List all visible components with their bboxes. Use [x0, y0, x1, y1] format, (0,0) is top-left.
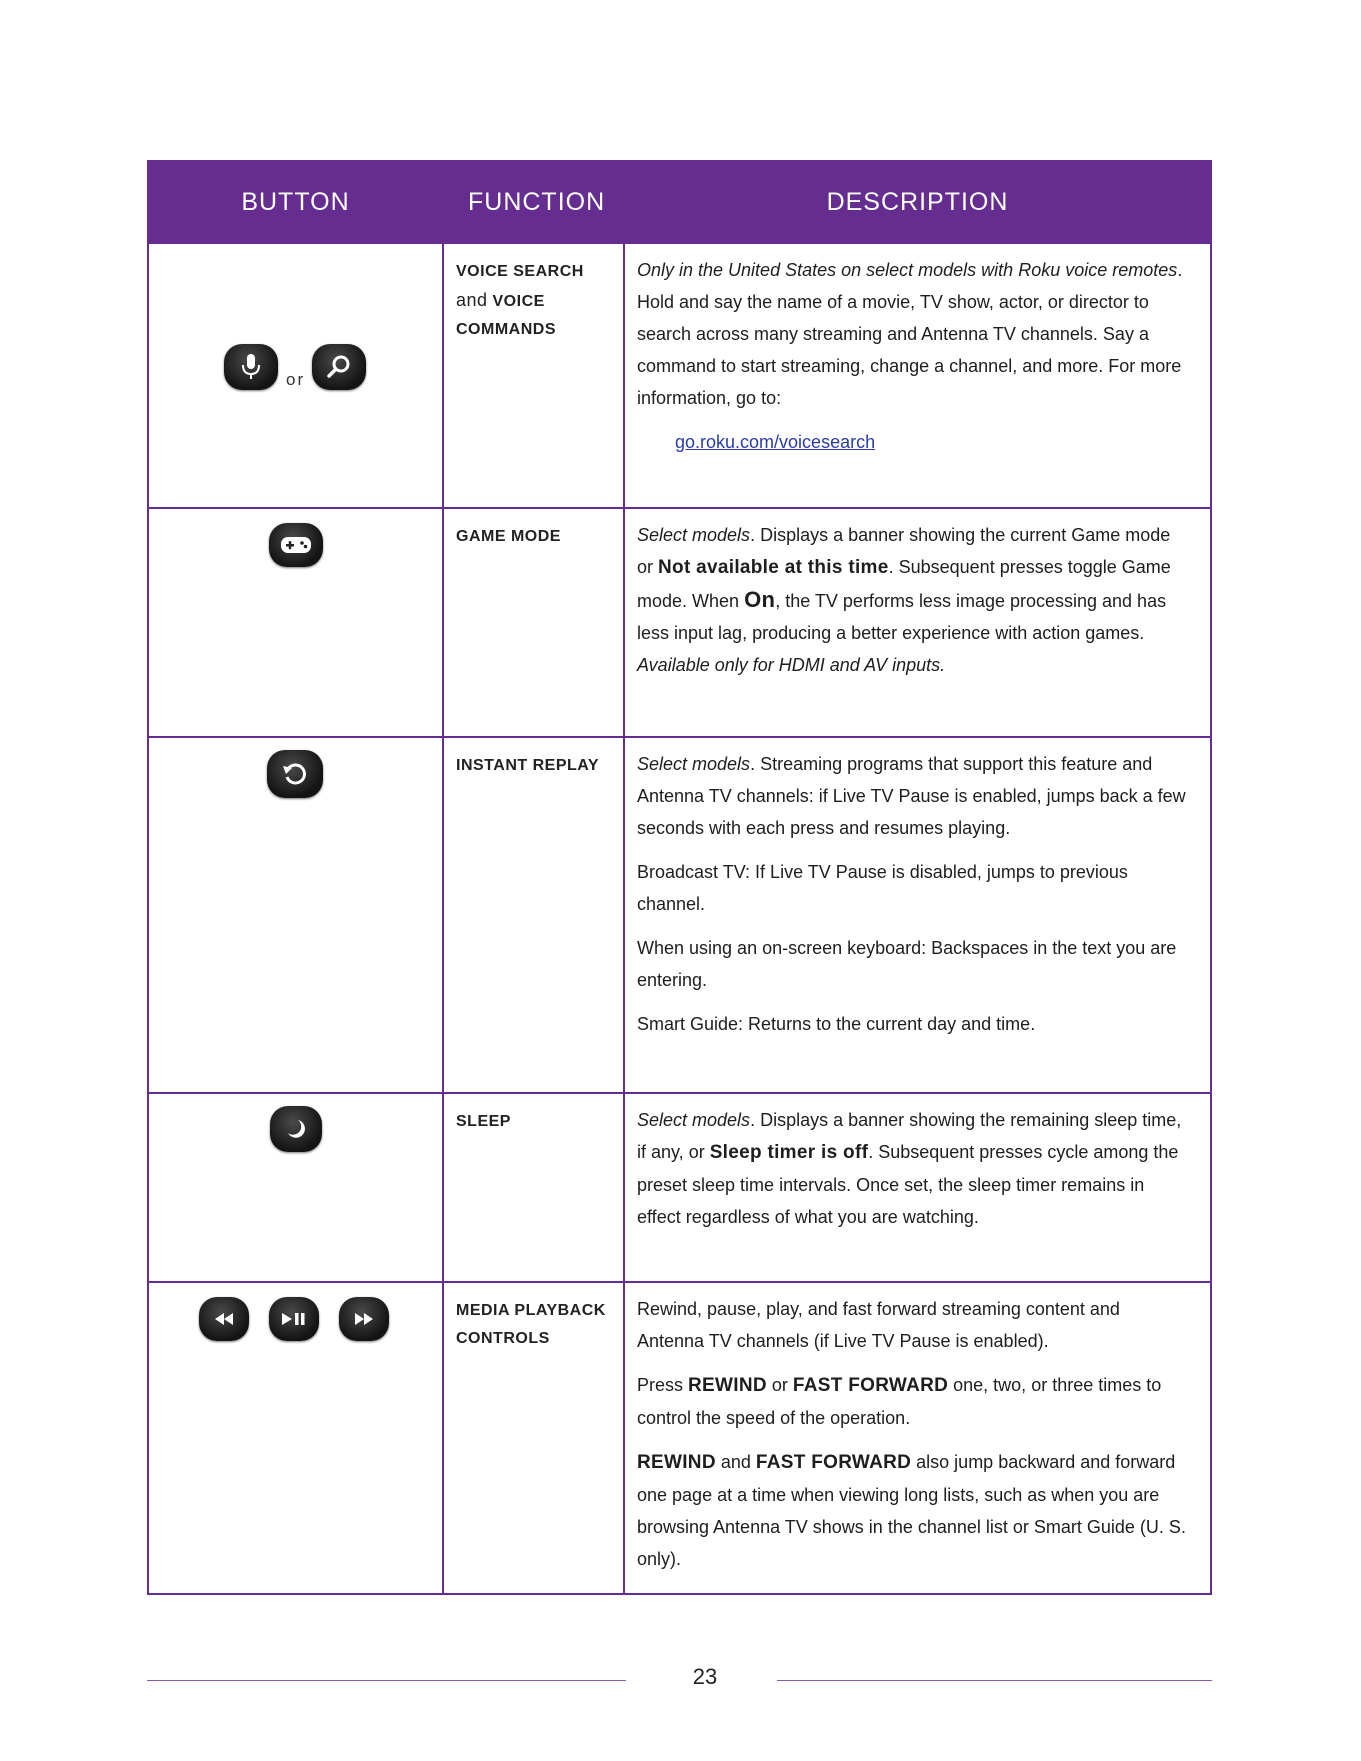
description-italic: Available only for HDMI and AV inputs.: [637, 655, 946, 675]
table-row-instant-replay: [148, 737, 1211, 1093]
description-bold: Not available at this time: [658, 557, 889, 578]
description-cell: [624, 1093, 1211, 1282]
function-voice: VOICE: [492, 293, 545, 310]
page-number: 23: [692, 1664, 718, 1689]
description-text: one, two, or three times to control the speed of the operation.: [637, 1375, 1162, 1428]
description-italic: Select models: [637, 754, 751, 774]
header-description: DESCRIPTION: [624, 161, 1211, 243]
description-paragraph: [637, 519, 1190, 681]
button-cell: [148, 243, 443, 508]
function-label: INSTANT REPLAY: [456, 757, 600, 774]
moon-icon: [270, 1106, 322, 1152]
description-bold: REWIND: [688, 1375, 767, 1396]
or-label: or: [286, 370, 306, 389]
description-paragraph: [637, 1369, 1190, 1434]
fast-forward-icon: [339, 1297, 389, 1341]
description-text: or: [766, 1375, 793, 1395]
description-link-paragraph: [637, 426, 1190, 458]
function-cell: [443, 737, 624, 1093]
footer-rule-left: [147, 1680, 626, 1681]
table-row-media-playback: [148, 1282, 1211, 1594]
description-text: . Displays a banner showing the remaining sleep time, if any, or: [637, 1110, 1182, 1162]
button-cell: [148, 1282, 443, 1594]
description-cell: [624, 243, 1211, 508]
function-cell: [443, 1093, 624, 1282]
function-label-line2: [456, 286, 613, 316]
description-bold: REWIND: [637, 1452, 716, 1473]
gamepad-icon: [269, 523, 323, 567]
description-bold: Sleep timer is off: [709, 1142, 869, 1163]
description-paragraph: [637, 254, 1190, 414]
function-label: VOICE SEARCH: [456, 263, 584, 280]
description-italic: Only in the United States on select models with Roku voice remotes: [637, 260, 1178, 280]
magnifier-icon: [312, 344, 366, 390]
microphone-icon: [224, 344, 278, 390]
table-row-voice-search: [148, 243, 1211, 508]
function-cell: [443, 243, 624, 508]
play-pause-icon: [269, 1297, 319, 1341]
function-label: MEDIA PLAYBACK: [456, 1302, 606, 1319]
description-paragraph: When using an on-screen keyboard: Backspaces in the text you are entering.: [637, 938, 1177, 990]
replay-icon: [267, 750, 323, 798]
description-cell: [624, 508, 1211, 737]
voice-search-link[interactable]: go.roku.com/voicesearch: [675, 432, 876, 452]
description-text: Press: [637, 1375, 689, 1395]
header-button: BUTTON: [148, 161, 443, 243]
description-italic: Select models: [637, 1110, 751, 1130]
description-bold: On: [744, 587, 776, 612]
description-text: . Subsequent presses toggle Game mode. When: [637, 557, 1171, 611]
description-text: . Subsequent presses cycle among the preset sleep time intervals. Once set, the sleep timer remains in effect regardless of what you are watching.: [637, 1142, 1179, 1227]
table-row-game-mode: [148, 508, 1211, 737]
description-paragraph: [637, 1104, 1190, 1233]
remote-buttons-table: [147, 160, 1212, 1595]
rewind-icon: [199, 1297, 249, 1341]
function-cell: [443, 508, 624, 737]
description-bold: FAST FORWARD: [755, 1452, 912, 1473]
description-text: , the TV performs less image processing and has less input lag, producing a better experience with action games.: [637, 591, 1167, 643]
header-function: FUNCTION: [443, 161, 624, 243]
description-italic: Select models: [637, 525, 751, 545]
description-paragraph: Rewind, pause, play, and fast forward streaming content and Antenna TV channels (if Live TV Pause is enabled).: [637, 1299, 1120, 1351]
button-cell: [148, 737, 443, 1093]
button-cell: [148, 1093, 443, 1282]
description-paragraph: Smart Guide: Returns to the current day and time.: [637, 1014, 1036, 1034]
description-text: and: [715, 1452, 756, 1472]
description-cell: [624, 1282, 1211, 1594]
function-label: GAME MODE: [456, 528, 561, 545]
function-label-line3: COMMANDS: [456, 321, 556, 338]
description-text: . Hold and say the name of a movie, TV show, actor, or director to search across many streaming and Antenna TV channels. Say a command to start streaming, change a channel, and more. For more information, go to:: [637, 260, 1183, 408]
table-header-row: [148, 161, 1211, 243]
function-label: SLEEP: [456, 1113, 511, 1130]
description-cell: [624, 737, 1211, 1093]
function-cell: [443, 1282, 624, 1594]
function-label-line2: CONTROLS: [456, 1330, 550, 1347]
description-bold: FAST FORWARD: [792, 1375, 949, 1396]
description-paragraph: [637, 1446, 1190, 1575]
description-text: . Displays a banner showing the current Game mode or: [637, 525, 1171, 577]
button-cell: [148, 508, 443, 737]
description-text: . Streaming programs that support this feature and Antenna TV channels: if Live TV Pause is enabled, jumps back a few seconds with each press and resumes playing.: [637, 754, 1186, 838]
description-paragraph: Broadcast TV: If Live TV Pause is disabled, jumps to previous channel.: [637, 862, 1128, 914]
description-text: also jump backward and forward one page at a time when viewing long lists, such as when you are browsing Antenna TV shows in the channel list or Smart Guide (U. S. only).: [637, 1452, 1186, 1569]
function-and: and: [456, 290, 488, 310]
description-paragraph: [637, 748, 1190, 844]
footer-rule-right: [777, 1680, 1212, 1681]
table-row-sleep: [148, 1093, 1211, 1282]
